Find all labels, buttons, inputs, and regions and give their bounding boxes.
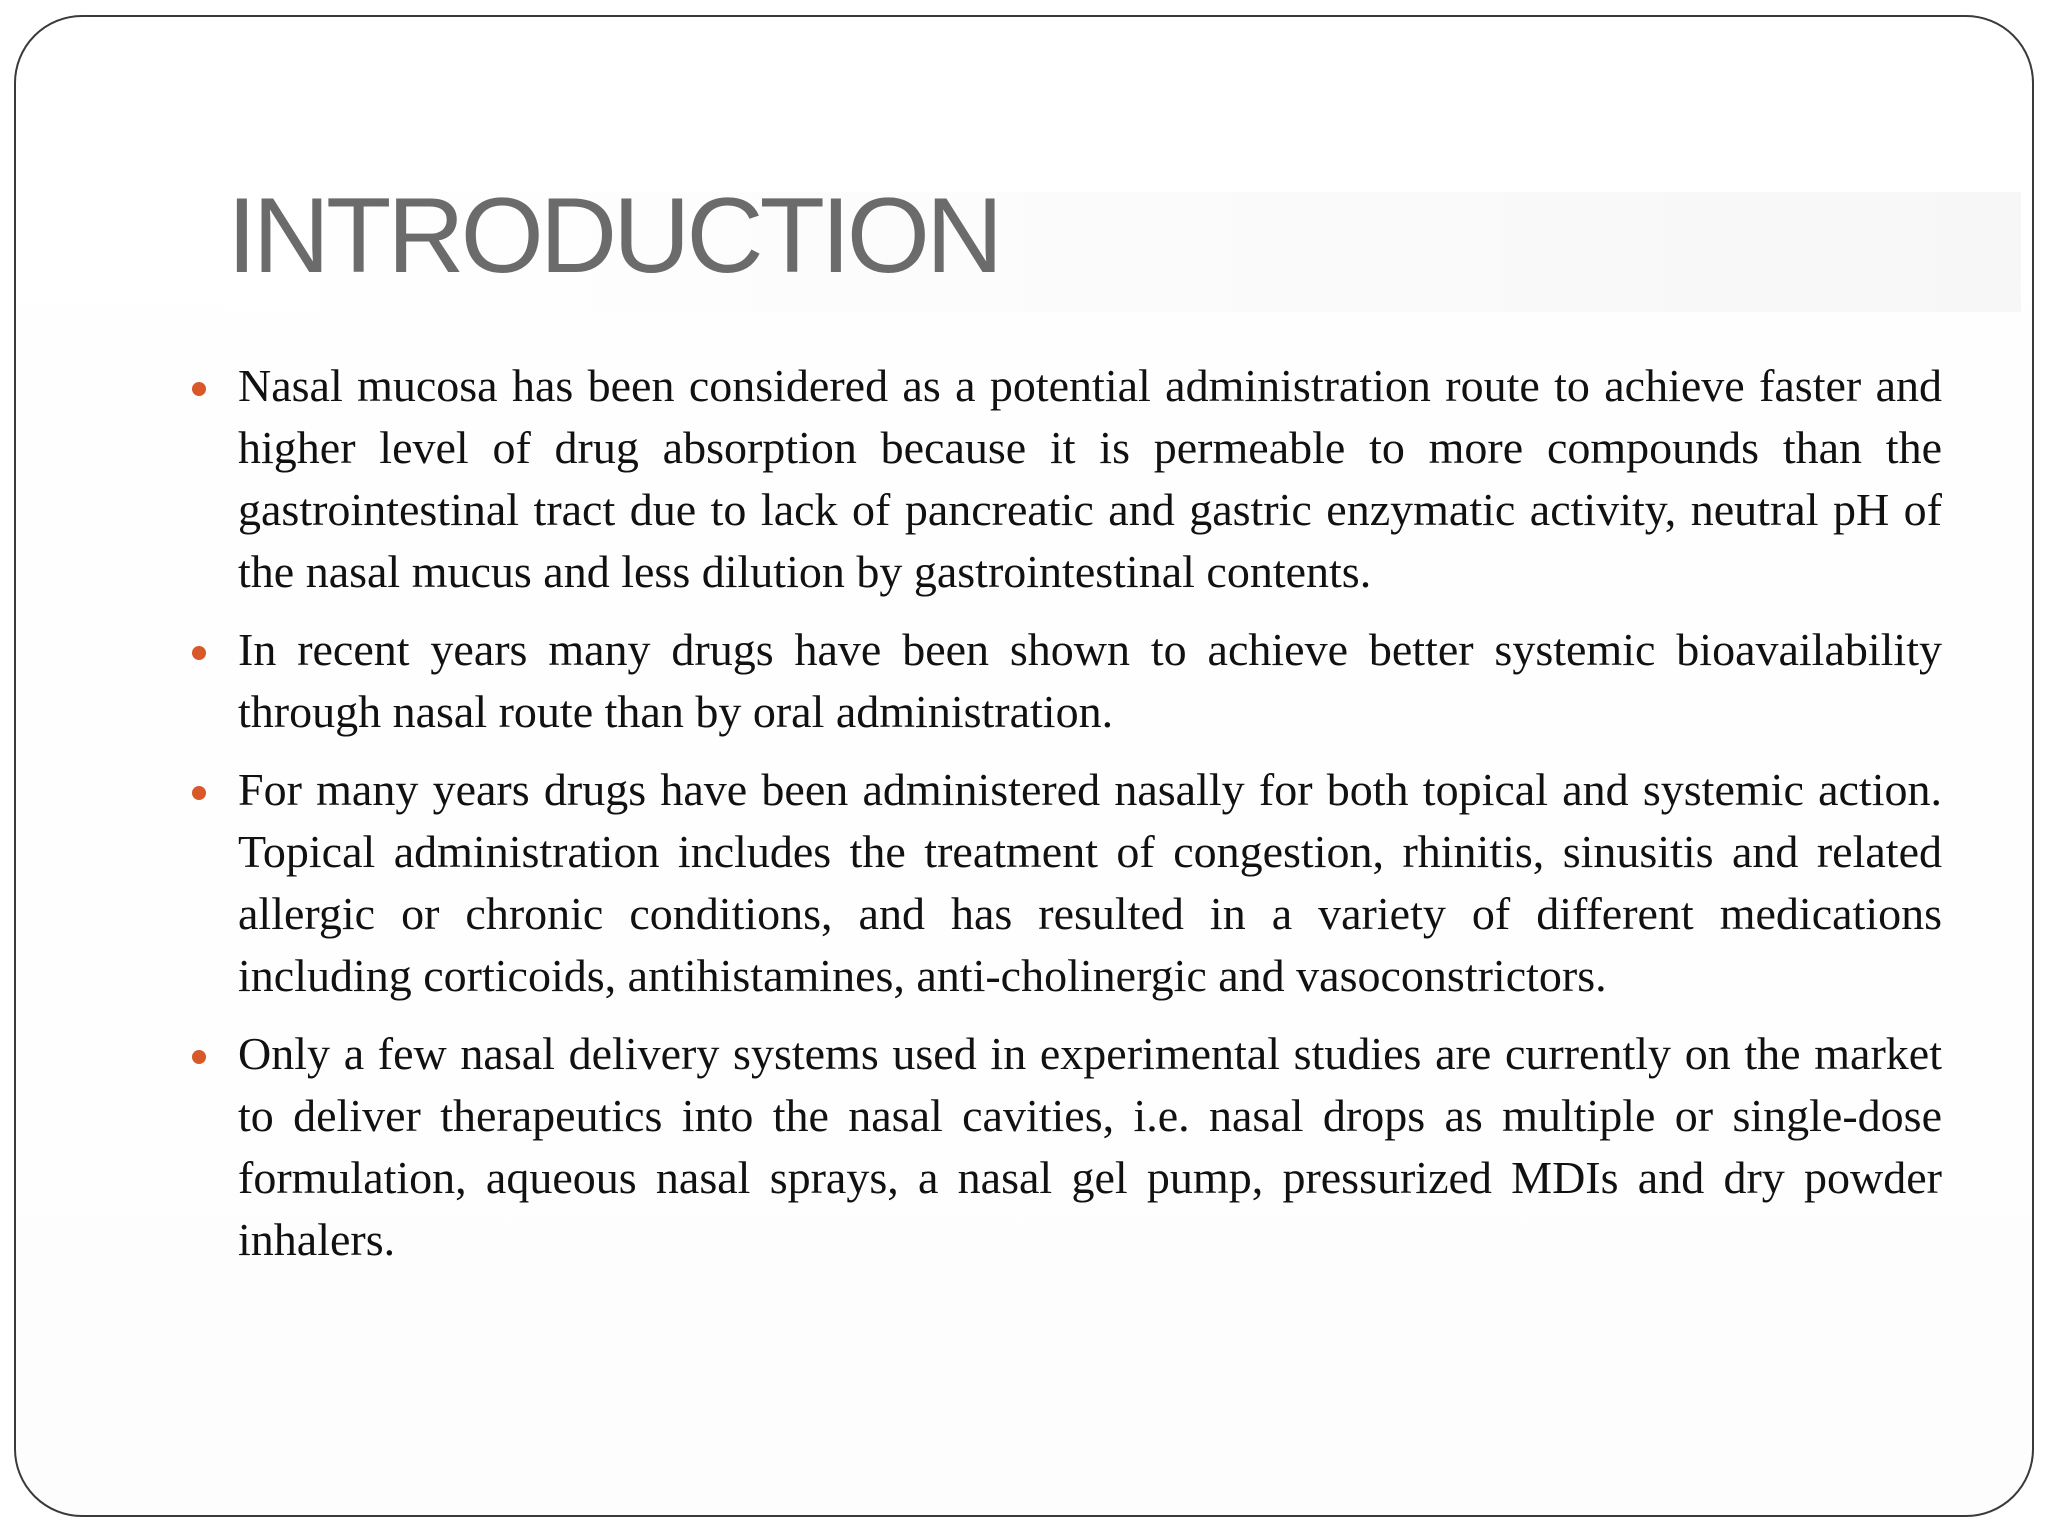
bullet-item (186, 1023, 1942, 1271)
slide (14, 15, 2034, 1517)
bullet-dot-icon (192, 646, 206, 660)
bullet-dot-icon (192, 786, 206, 800)
bullet-item (186, 619, 1942, 743)
bullet-item (186, 355, 1942, 603)
bullet-item (186, 759, 1942, 1007)
slide-title: INTRODUCTION (227, 175, 1000, 295)
bullet-dot-icon (192, 1050, 206, 1064)
bullet-text: In recent years many drugs have been shown to achieve better systemic bioavailability through nasal route than by oral administration. (238, 624, 1942, 737)
bullet-text: Only a few nasal delivery systems used in experimental studies are currently on the market to deliver therapeutics into the nasal cavities, i.e. nasal drops as multiple or single-dose formulation, aqueous nasal sprays, a nasal gel pump, pressurized MDIs and dry powder inhalers. (238, 1028, 1942, 1265)
bullet-dot-icon (192, 382, 206, 396)
bullet-list (186, 355, 1942, 1287)
bullet-text: For many years drugs have been administered nasally for both topical and systemic action. Topical administration includes the treatment of congestion, rhinitis, sinusitis and related allergic or chronic conditions, and has resulted in a variety of different medications including corticoids, antihistamines, anti-cholinergic and vasoconstrictors. (238, 764, 1942, 1001)
bullet-text: Nasal mucosa has been considered as a potential administration route to achieve faster and higher level of drug absorption because it is permeable to more compounds than the gastrointestinal tract due to lack of pancreatic and gastric enzymatic activity, neutral pH of the nasal mucus and less dilution by gastrointestinal contents. (238, 360, 1942, 597)
